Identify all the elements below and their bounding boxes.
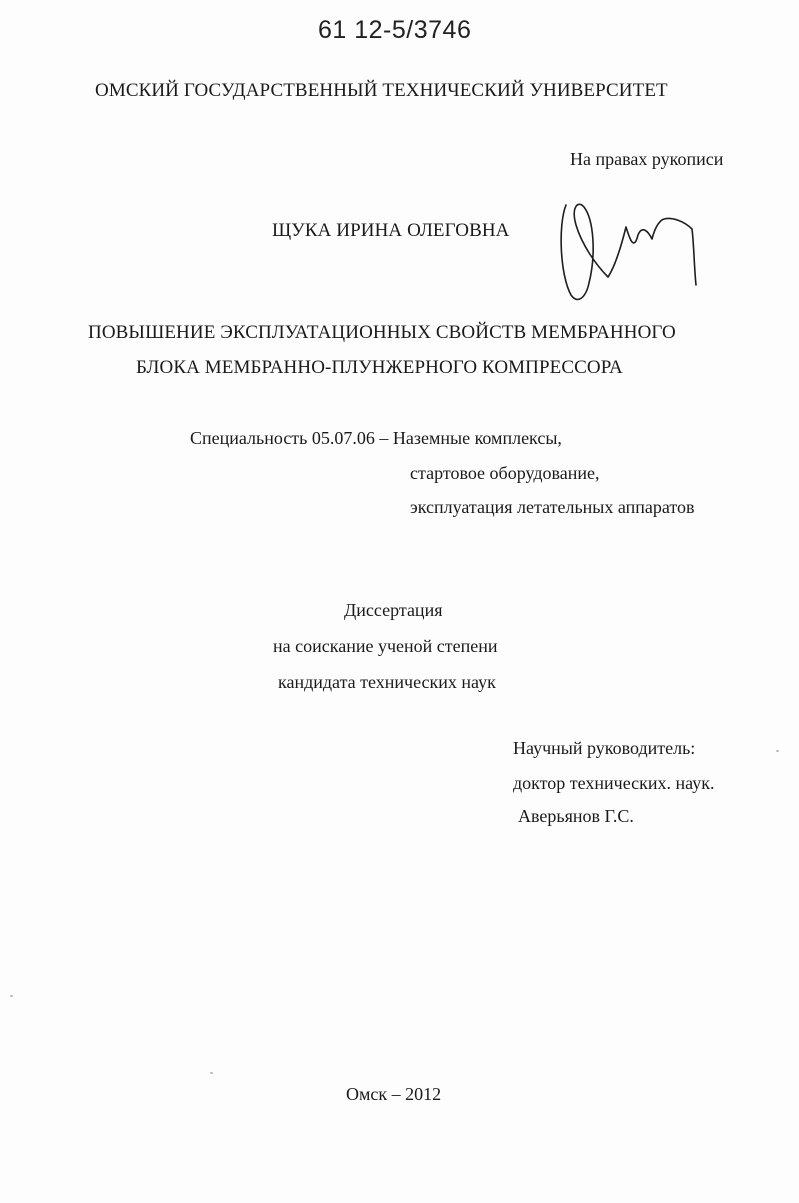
dissertation-title-line-2: БЛОКА МЕМБРАННО-ПЛУНЖЕРНОГО КОМПРЕССОРА bbox=[136, 357, 623, 378]
degree-name: кандидата технических наук bbox=[278, 672, 496, 692]
specialty-line-2: стартовое оборудование, bbox=[410, 463, 600, 483]
manuscript-rights-note: На правах рукописи bbox=[570, 149, 724, 169]
degree-application: на соискание ученой степени bbox=[273, 636, 498, 656]
university-name: ОМСКИЙ ГОСУДАРСТВЕННЫЙ ТЕХНИЧЕСКИЙ УНИВЕРСИТЕТ bbox=[95, 80, 668, 101]
supervisor-name: Аверьянов Г.С. bbox=[518, 806, 634, 826]
specialty-line-3: эксплуатация летательных аппаратов bbox=[410, 497, 695, 517]
registration-number: 61 12-5/3746 bbox=[318, 16, 472, 44]
dissertation-label: Диссертация bbox=[344, 600, 443, 620]
author-name: ЩУКА ИРИНА ОЛЕГОВНА bbox=[272, 220, 510, 241]
scan-speck bbox=[10, 995, 13, 997]
scan-speck bbox=[210, 1072, 213, 1074]
supervisor-degree: доктор технических. наук. bbox=[513, 773, 715, 793]
scan-speck bbox=[776, 750, 779, 752]
supervisor-label: Научный руководитель: bbox=[513, 738, 696, 758]
author-signature bbox=[556, 195, 706, 310]
place-and-year: Омск – 2012 bbox=[346, 1084, 442, 1104]
signature-stroke bbox=[561, 204, 696, 299]
dissertation-title-line-1: ПОВЫШЕНИЕ ЭКСПЛУАТАЦИОННЫХ СВОЙСТВ МЕМБРАННОГО bbox=[88, 322, 676, 343]
specialty-line-1: Специальность 05.07.06 – Наземные комплексы, bbox=[190, 428, 562, 448]
